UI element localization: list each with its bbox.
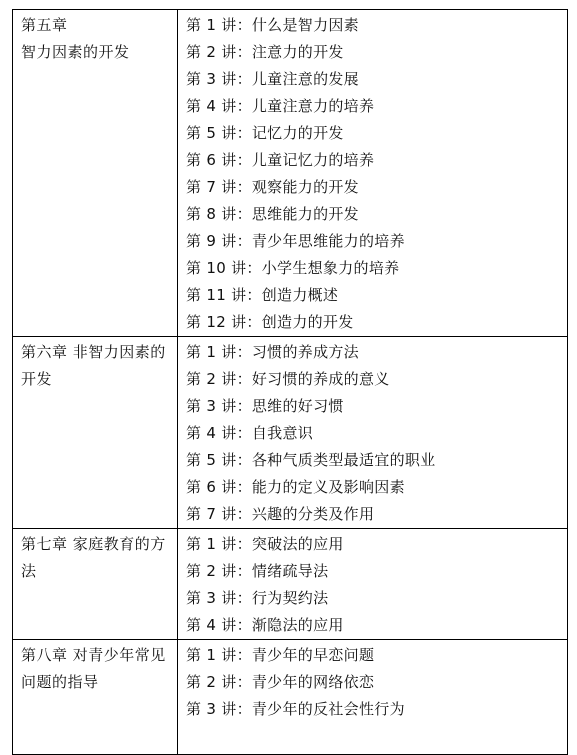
lecture-list — [178, 10, 568, 337]
lecture-item: 第 1 讲：突破法的应用 — [186, 535, 344, 553]
lecture-item: 第 10 讲：小学生想象力的培养 — [186, 259, 400, 277]
lecture-item: 第 5 讲：各种气质类型最适宜的职业 — [186, 451, 436, 469]
chapter-title-line: 第七章 家庭教育的方法 — [21, 535, 166, 580]
lecture-item: 第 6 讲：儿童记忆力的培养 — [186, 151, 375, 169]
chapter-title — [13, 640, 178, 755]
chapter-title-text — [21, 339, 171, 393]
course-outline-table — [12, 9, 568, 755]
chapter-row — [13, 10, 568, 337]
lecture-item: 第 4 讲：渐隐法的应用 — [186, 616, 344, 634]
lecture-item: 第 3 讲：青少年的反社会性行为 — [186, 700, 405, 718]
chapter-title — [13, 10, 178, 337]
lecture-item: 第 1 讲：什么是智力因素 — [186, 16, 359, 34]
chapter-row — [13, 529, 568, 640]
lecture-item: 第 9 讲：青少年思维能力的培养 — [186, 232, 405, 250]
lecture-item: 第 6 讲：能力的定义及影响因素 — [186, 478, 405, 496]
chapter-title-text — [21, 531, 171, 585]
chapter-title-text — [21, 12, 171, 66]
lecture-item: 第 7 讲：兴趣的分类及作用 — [186, 505, 375, 523]
chapter-title — [13, 529, 178, 640]
lecture-item: 第 12 讲：创造力的开发 — [186, 313, 354, 331]
chapter-row — [13, 337, 568, 529]
lecture-item: 第 7 讲：观察能力的开发 — [186, 178, 359, 196]
lecture-item: 第 2 讲：情绪疏导法 — [186, 562, 329, 580]
lecture-item: 第 4 讲：自我意识 — [186, 424, 314, 442]
lecture-item: 第 2 讲：注意力的开发 — [186, 43, 344, 61]
lecture-item: 第 5 讲：记忆力的开发 — [186, 124, 344, 142]
chapter-title-line: 第六章 非智力因素的开发 — [21, 343, 166, 388]
chapter-title-line: 第八章 对青少年常见问题的指导 — [21, 646, 166, 691]
lecture-item: 第 4 讲：儿童注意力的培养 — [186, 97, 375, 115]
lecture-item: 第 1 讲：习惯的养成方法 — [186, 343, 359, 361]
lecture-item: 第 1 讲：青少年的早恋问题 — [186, 646, 375, 664]
lecture-list — [178, 640, 568, 755]
chapter-row — [13, 640, 568, 755]
chapter-title-line: 智力因素的开发 — [21, 43, 130, 61]
lecture-item: 第 11 讲：创造力概述 — [186, 286, 339, 304]
lecture-item: 第 2 讲：好习惯的养成的意义 — [186, 370, 390, 388]
lecture-item: 第 8 讲：思维能力的开发 — [186, 205, 359, 223]
lecture-list — [178, 529, 568, 640]
chapter-title-line: 第五章 — [21, 16, 68, 34]
lecture-item: 第 3 讲：思维的好习惯 — [186, 397, 344, 415]
lecture-item: 第 2 讲：青少年的网络依恋 — [186, 673, 375, 691]
chapter-title-text — [21, 642, 171, 696]
chapter-title — [13, 337, 178, 529]
lecture-item: 第 3 讲：行为契约法 — [186, 589, 329, 607]
lecture-item: 第 3 讲：儿童注意的发展 — [186, 70, 359, 88]
lecture-list — [178, 337, 568, 529]
